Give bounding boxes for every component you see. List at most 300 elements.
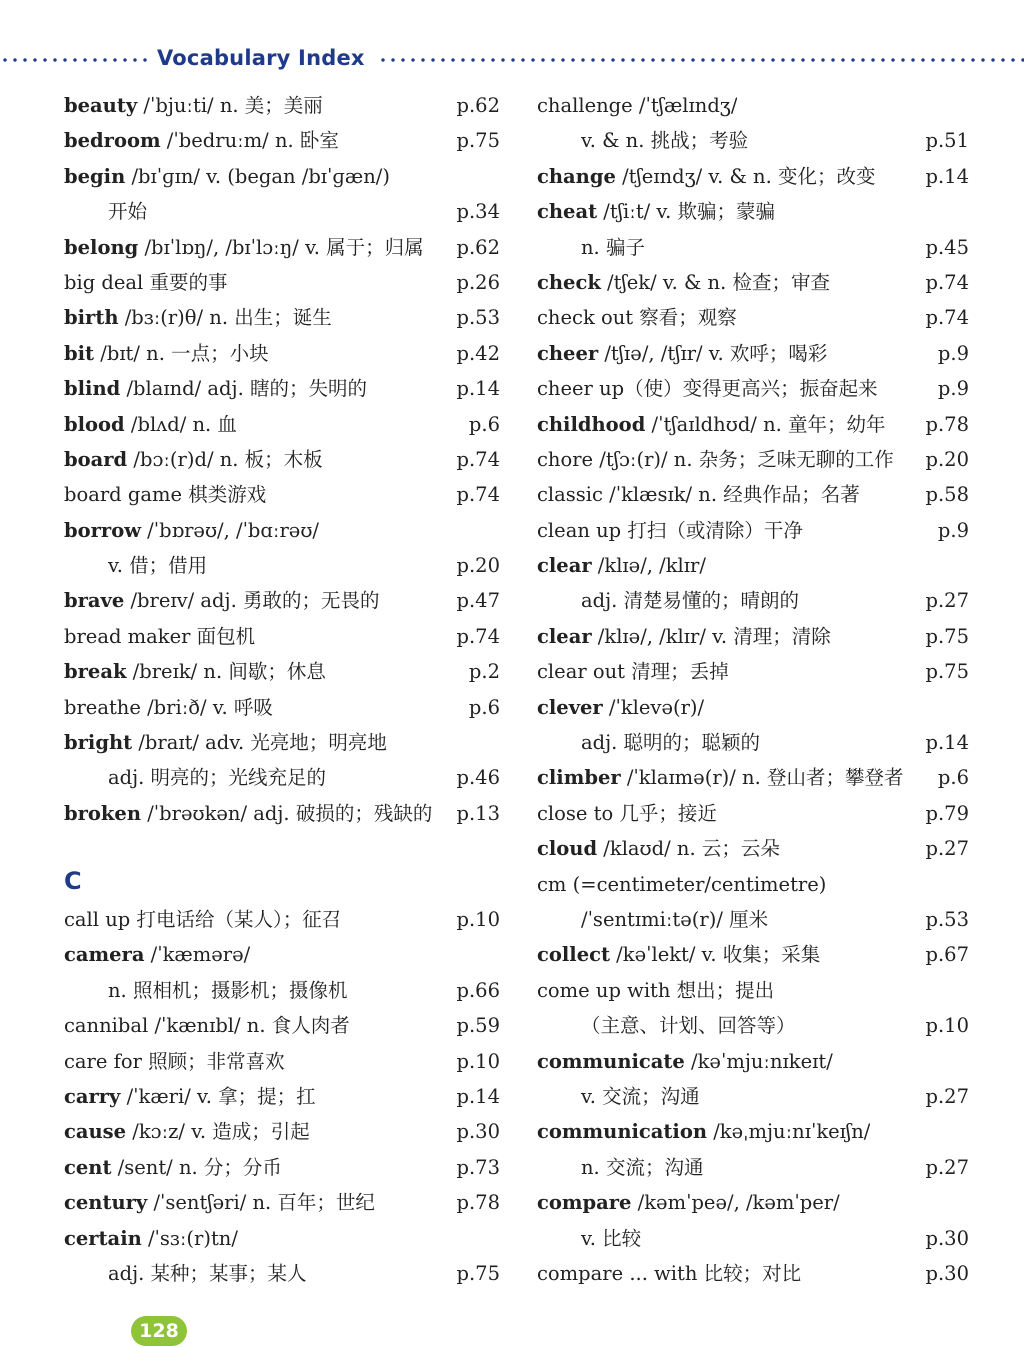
entry-text xyxy=(537,1044,833,1079)
vocab-entry xyxy=(537,371,969,406)
definition: 打扫（或清除）干净 xyxy=(621,518,803,542)
section-letter xyxy=(64,831,500,902)
page-reference: p.34 xyxy=(456,200,500,224)
page-reference: p.74 xyxy=(925,306,969,330)
entry-continuation xyxy=(537,1008,969,1043)
entry-text xyxy=(64,1079,316,1114)
definition: （使）变得更高兴；振奋起来 xyxy=(624,377,878,401)
vocab-entry xyxy=(64,1221,500,1256)
entry-text xyxy=(64,654,326,689)
definition: /kəˈmjuːnɪkeɪt/ xyxy=(684,1049,833,1073)
vocab-entry xyxy=(537,831,969,866)
entry-text xyxy=(64,194,147,229)
headword: borrow xyxy=(64,518,141,542)
page-reference: p.66 xyxy=(456,978,500,1002)
definition: /klɪə/, /klɪr/ xyxy=(591,554,706,578)
page-reference: p.30 xyxy=(925,1226,969,1250)
headword: breathe xyxy=(64,695,141,719)
entry-text xyxy=(537,123,748,158)
definition: /bɜː(r)θ/ n. 出生；诞生 xyxy=(118,306,332,330)
page-reference: p.59 xyxy=(456,1014,500,1038)
entry-text xyxy=(537,1221,641,1256)
headword: bread maker xyxy=(64,624,191,648)
entry-text xyxy=(64,477,266,512)
page-reference: p.62 xyxy=(456,235,500,259)
vocab-entry xyxy=(537,265,969,300)
definition: /breɪv/ adj. 勇敢的；无畏的 xyxy=(124,589,380,613)
definition: /ˈkæri/ v. 拿；提；扛 xyxy=(120,1084,316,1108)
page-reference: p.14 xyxy=(925,731,969,755)
entry-text xyxy=(64,265,228,300)
definition: /bɪˈɡɪn/ v. (began /bɪˈɡæn/) xyxy=(125,164,390,188)
entry-continuation xyxy=(64,760,500,795)
entry-text xyxy=(64,725,387,760)
entry-text xyxy=(64,442,323,477)
definition: 几乎；接近 xyxy=(613,801,717,825)
entry-text xyxy=(537,902,768,937)
definition: 照顾；非常喜欢 xyxy=(141,1049,285,1073)
definition: /ˈtʃaɪldhʊd/ n. 童年；幼年 xyxy=(645,412,886,436)
headword: climber xyxy=(537,766,621,790)
headword: certain xyxy=(64,1226,142,1250)
page-reference: p.6 xyxy=(468,695,500,719)
entry-text xyxy=(537,619,831,654)
headword: camera xyxy=(64,943,145,967)
definition: /tʃek/ v. & n. 检查；审查 xyxy=(600,270,830,294)
vocab-entry xyxy=(537,88,969,123)
entry-text xyxy=(537,1150,703,1185)
definition: /braɪt/ adv. 光亮地；明亮地 xyxy=(132,731,387,755)
vocab-entry xyxy=(64,230,500,265)
page-reference: p.78 xyxy=(925,412,969,436)
definition: /ˈkænɪbl/ n. 食人肉者 xyxy=(148,1014,350,1038)
definition: /bɔː(r)d/ n. 板；木板 xyxy=(127,447,323,471)
vocab-entry xyxy=(64,477,500,512)
page-reference: p.79 xyxy=(925,801,969,825)
headword: classic xyxy=(537,483,603,507)
vocab-entry xyxy=(64,371,500,406)
vocab-entry xyxy=(537,796,969,831)
vocab-entry xyxy=(64,1150,500,1185)
page-reference: p.74 xyxy=(456,624,500,648)
entry-text xyxy=(64,760,326,795)
entry-text xyxy=(537,88,737,123)
dotted-rule-right xyxy=(378,58,1024,62)
definition: /ˈbrəʊkən/ adj. 破损的；残缺的 xyxy=(141,801,433,825)
headword: century xyxy=(64,1191,148,1215)
vocab-entry xyxy=(64,654,500,689)
headword: belong xyxy=(64,235,139,259)
page-reference: p.27 xyxy=(925,837,969,861)
entry-text xyxy=(537,548,706,583)
entry-continuation xyxy=(537,230,969,265)
definition: 棋类游戏 xyxy=(182,483,267,507)
entry-text xyxy=(64,1256,307,1291)
page-reference: p.9 xyxy=(937,341,969,365)
definition: /kəˌmjuːnɪˈkeɪʃn/ xyxy=(707,1120,871,1144)
entry-text xyxy=(64,371,367,406)
headword: blood xyxy=(64,412,125,436)
page-reference: p.27 xyxy=(925,1084,969,1108)
definition: (=centimeter/centimetre) xyxy=(566,872,827,896)
headword: break xyxy=(64,660,127,684)
page-reference: p.13 xyxy=(456,801,500,825)
definition: /ˈbjuːti/ n. 美；美丽 xyxy=(137,94,323,117)
headword: beauty xyxy=(64,94,138,117)
vocab-entry xyxy=(64,1079,500,1114)
definition: v. & n. 挑战；考验 xyxy=(581,129,749,153)
entry-text xyxy=(537,300,737,335)
entry-continuation xyxy=(537,902,969,937)
definition: 察看；观察 xyxy=(633,306,737,330)
definition: 面包机 xyxy=(190,624,256,648)
page-reference: p.6 xyxy=(468,412,500,436)
definition: /kəˈlekt/ v. 收集；采集 xyxy=(609,943,821,967)
entry-text xyxy=(64,159,390,194)
definition: /ˈklevə(r)/ xyxy=(602,695,705,719)
headword: blind xyxy=(64,377,121,401)
headword: cheat xyxy=(537,200,598,224)
vocab-entry xyxy=(64,336,500,371)
entry-continuation xyxy=(64,1256,500,1291)
page-reference: p.9 xyxy=(937,518,969,542)
entry-text xyxy=(537,937,820,972)
vocab-entry xyxy=(537,194,969,229)
page-reference: p.75 xyxy=(925,624,969,648)
vocab-entry xyxy=(537,760,969,795)
entry-text xyxy=(64,690,273,725)
entry-text xyxy=(537,831,780,866)
headword: care for xyxy=(64,1049,142,1073)
entry-text xyxy=(64,937,250,972)
headword: communicate xyxy=(537,1049,685,1073)
page-reference: p.14 xyxy=(456,1084,500,1108)
vocab-entry xyxy=(537,1185,969,1220)
entry-text xyxy=(537,513,803,548)
headword: cannibal xyxy=(64,1014,149,1038)
page-reference: p.6 xyxy=(937,766,969,790)
definition: /tʃɔː(r)/ n. 杂务；乏味无聊的工作 xyxy=(593,447,894,471)
vocab-entry xyxy=(537,867,969,902)
headword: come up with xyxy=(537,978,671,1002)
headword: chore xyxy=(537,447,594,471)
entry-text xyxy=(537,1008,796,1043)
headword: big deal xyxy=(64,270,144,294)
section-letter-label: C xyxy=(64,867,82,896)
page-reference: p.10 xyxy=(456,1049,500,1073)
vocab-entry xyxy=(64,442,500,477)
headword: cent xyxy=(64,1155,112,1179)
page-reference: p.9 xyxy=(937,377,969,401)
entry-text xyxy=(64,1008,350,1043)
entry-text xyxy=(537,760,903,795)
dotted-rule-left xyxy=(0,58,152,62)
headword: compare xyxy=(537,1191,632,1215)
page-header xyxy=(0,44,1024,74)
entry-text xyxy=(64,336,269,371)
definition: /ˈtʃælɪndʒ/ xyxy=(632,94,738,117)
definition: /klɪə/, /klɪr/ v. 清理；清除 xyxy=(591,624,831,648)
page-reference: p.75 xyxy=(925,660,969,684)
definition: /bɪt/ n. 一点；小块 xyxy=(94,341,269,365)
entry-text xyxy=(64,407,237,442)
vocab-entry xyxy=(537,442,969,477)
page-reference: p.20 xyxy=(456,554,500,578)
page-reference: p.46 xyxy=(456,766,500,790)
headword: cheer up xyxy=(537,377,625,401)
vocab-entry xyxy=(537,513,969,548)
vocab-entry xyxy=(64,300,500,335)
vocab-entry xyxy=(537,690,969,725)
entry-text xyxy=(64,583,379,618)
definition: /breɪk/ n. 间歇；休息 xyxy=(126,660,326,684)
definition: /ˈsentɪmiːtə(r)/ 厘米 xyxy=(581,907,769,931)
page-reference: p.74 xyxy=(925,270,969,294)
entry-text xyxy=(537,371,878,406)
definition: 打电话给（某人）；征召 xyxy=(130,908,342,931)
entry-text xyxy=(537,159,876,194)
definition: 开始 xyxy=(108,200,148,224)
entry-text xyxy=(64,513,319,548)
vocab-entry xyxy=(64,265,500,300)
vocab-entry xyxy=(64,407,500,442)
definition: n. 骗子 xyxy=(581,235,645,259)
definition: adj. 清楚易懂的；晴朗的 xyxy=(581,589,800,613)
vocab-entry xyxy=(537,300,969,335)
headword: board game xyxy=(64,483,182,507)
definition: /blaɪnd/ adj. 瞎的；失明的 xyxy=(120,377,367,401)
page-reference: p.62 xyxy=(456,94,500,117)
definition: v. 交流；沟通 xyxy=(581,1084,700,1108)
vocab-entry xyxy=(537,973,969,1008)
entry-text xyxy=(64,902,341,937)
page-reference: p.27 xyxy=(925,589,969,613)
headword: birth xyxy=(64,306,119,330)
definition: 想出；提出 xyxy=(670,978,775,1002)
vocab-entry xyxy=(64,123,500,158)
headword: board xyxy=(64,447,128,471)
entry-text xyxy=(537,1079,700,1114)
vocab-entry xyxy=(537,548,969,583)
definition: /tʃɪə/, /tʃɪr/ v. 欢呼；喝彩 xyxy=(598,341,828,365)
headword: bright xyxy=(64,731,133,755)
definition: /ˈsɜː(r)tn/ xyxy=(141,1226,238,1250)
entry-text xyxy=(537,725,760,760)
page-reference: p.53 xyxy=(456,306,500,330)
entry-text xyxy=(537,796,717,831)
entry-text xyxy=(64,973,347,1008)
headword: cheer xyxy=(537,341,599,365)
vocab-entry xyxy=(537,654,969,689)
right-column xyxy=(537,88,969,1291)
definition: 比较；对比 xyxy=(697,1261,802,1285)
entry-text xyxy=(537,407,886,442)
headword: brave xyxy=(64,589,125,613)
vocab-entry xyxy=(64,513,500,548)
page-reference: p.73 xyxy=(456,1155,500,1179)
definition: /ˈbɒrəʊ/, /ˈbɑːrəʊ/ xyxy=(140,518,319,542)
entry-text xyxy=(537,230,645,265)
page-reference: p.2 xyxy=(468,660,500,684)
page-reference: p.75 xyxy=(456,1261,500,1285)
headword: bedroom xyxy=(64,129,161,153)
vocab-entry xyxy=(64,902,500,937)
headword: bit xyxy=(64,341,95,365)
vocab-entry xyxy=(64,937,500,972)
page-reference: p.30 xyxy=(456,1120,500,1144)
page-reference: p.14 xyxy=(925,164,969,188)
headword: change xyxy=(537,164,616,188)
entry-continuation xyxy=(537,725,969,760)
left-column xyxy=(64,88,500,1291)
definition: /ˈklaɪmə(r)/ n. 登山者；攀登者 xyxy=(620,766,904,790)
definition: /klaʊd/ n. 云；云朵 xyxy=(597,837,780,861)
definition: /ˈsentʃəri/ n. 百年；世纪 xyxy=(147,1191,375,1215)
definition: n. 交流；沟通 xyxy=(581,1155,704,1179)
definition: 清理；丢掉 xyxy=(624,660,729,684)
headword: challenge xyxy=(537,94,633,117)
headword: close to xyxy=(537,801,614,825)
page-reference: p.51 xyxy=(925,129,969,153)
headword: cloud xyxy=(537,837,598,861)
entry-text xyxy=(64,1185,375,1220)
page-reference: p.14 xyxy=(456,377,500,401)
page-reference: p.26 xyxy=(456,270,500,294)
page-number-badge: 128 xyxy=(131,1316,187,1346)
vocab-entry xyxy=(537,159,969,194)
page-reference: p.75 xyxy=(456,129,500,153)
page-reference: p.74 xyxy=(456,447,500,471)
headword: clever xyxy=(537,695,603,719)
headword: collect xyxy=(537,943,610,967)
definition: /blʌd/ n. 血 xyxy=(124,412,237,436)
definition: /tʃiːt/ v. 欺骗；蒙骗 xyxy=(597,200,776,224)
definition: n. 照相机；摄影机；摄像机 xyxy=(108,978,348,1002)
vocab-entry xyxy=(537,336,969,371)
entry-text xyxy=(64,1044,285,1079)
definition: /bɪˈlɒŋ/, /bɪˈlɔːŋ/ v. 属于；归属 xyxy=(138,235,424,259)
entry-text xyxy=(537,583,799,618)
headword: clear xyxy=(537,554,592,578)
vocab-entry xyxy=(64,1114,500,1149)
definition: /ˈkæmərə/ xyxy=(144,943,251,967)
entry-continuation xyxy=(537,583,969,618)
entry-text xyxy=(64,123,339,158)
definition: v. 比较 xyxy=(581,1226,642,1250)
headword: cause xyxy=(64,1120,127,1144)
page-reference: p.78 xyxy=(456,1191,500,1215)
definition: /ˈbedruːm/ n. 卧室 xyxy=(160,129,339,153)
definition: 重要的事 xyxy=(143,270,228,294)
headword: clear xyxy=(537,624,592,648)
page-reference: p.27 xyxy=(925,1155,969,1179)
entry-text xyxy=(537,1114,870,1149)
headword: communication xyxy=(537,1120,708,1144)
entry-text xyxy=(537,1185,840,1220)
vocab-entry xyxy=(64,1008,500,1043)
vocab-entry xyxy=(64,1044,500,1079)
entry-continuation xyxy=(537,123,969,158)
vocab-entry xyxy=(537,619,969,654)
vocab-entry xyxy=(537,937,969,972)
page-reference: p.58 xyxy=(925,483,969,507)
definition: adj. 聪明的；聪颖的 xyxy=(581,731,761,755)
vocab-entry xyxy=(537,407,969,442)
entry-text xyxy=(64,1221,238,1256)
entry-text xyxy=(64,1150,282,1185)
entry-text xyxy=(537,690,704,725)
headword: cm xyxy=(537,872,567,896)
page-reference: p.20 xyxy=(925,447,969,471)
vocab-entry xyxy=(64,88,500,123)
page-reference: p.74 xyxy=(456,483,500,507)
entry-text xyxy=(537,336,827,371)
entry-text xyxy=(537,654,729,689)
entry-continuation xyxy=(537,1150,969,1185)
definition: /kɔːz/ v. 造成；引起 xyxy=(126,1120,310,1144)
headword: call up xyxy=(64,908,131,931)
headword: check xyxy=(537,270,601,294)
definition: /briːð/ v. 呼吸 xyxy=(140,695,273,719)
entry-text xyxy=(64,230,424,265)
headword: compare ... with xyxy=(537,1261,698,1285)
headword: begin xyxy=(64,164,126,188)
entry-continuation xyxy=(537,1079,969,1114)
page-reference: p.30 xyxy=(925,1261,969,1285)
headword: clean up xyxy=(537,518,622,542)
entry-text xyxy=(64,1114,310,1149)
vocab-entry xyxy=(64,1185,500,1220)
entry-text xyxy=(64,619,255,654)
definition: /tʃeɪndʒ/ v. & n. 变化；改变 xyxy=(615,164,876,188)
vocab-entry xyxy=(64,619,500,654)
headword: clear out xyxy=(537,660,625,684)
entry-text xyxy=(64,548,207,583)
page-reference: p.42 xyxy=(456,341,500,365)
definition: /kəmˈpeə/, /kəmˈper/ xyxy=(631,1191,840,1215)
entry-text xyxy=(537,973,774,1008)
page-reference: p.47 xyxy=(456,589,500,613)
definition: /ˈklæsɪk/ n. 经典作品；名著 xyxy=(602,483,860,507)
page-title: Vocabulary Index xyxy=(157,46,365,70)
entry-continuation xyxy=(537,1221,969,1256)
entry-text xyxy=(537,477,860,512)
entry-continuation xyxy=(64,194,500,229)
vocab-entry xyxy=(64,725,500,760)
vocab-entry xyxy=(64,159,500,194)
vocab-entry xyxy=(64,690,500,725)
vocab-entry xyxy=(537,1256,969,1291)
entry-text xyxy=(537,265,830,300)
definition: （主意、计划、回答等） xyxy=(581,1014,796,1038)
entry-text xyxy=(64,88,323,123)
headword: broken xyxy=(64,801,142,825)
headword: carry xyxy=(64,1084,121,1108)
vocab-entry xyxy=(64,583,500,618)
headword: check out xyxy=(537,306,634,330)
entry-text xyxy=(537,1256,801,1291)
page-reference: p.45 xyxy=(925,235,969,259)
vocab-entry xyxy=(64,796,500,831)
entry-text xyxy=(537,442,894,477)
page-reference: p.10 xyxy=(456,908,500,931)
vocab-entry xyxy=(537,1044,969,1079)
entry-text xyxy=(537,194,775,229)
page-reference: p.10 xyxy=(925,1014,969,1038)
entry-text xyxy=(64,300,332,335)
definition: v. 借；借用 xyxy=(108,554,208,578)
definition: adj. 明亮的；光线充足的 xyxy=(108,766,327,790)
